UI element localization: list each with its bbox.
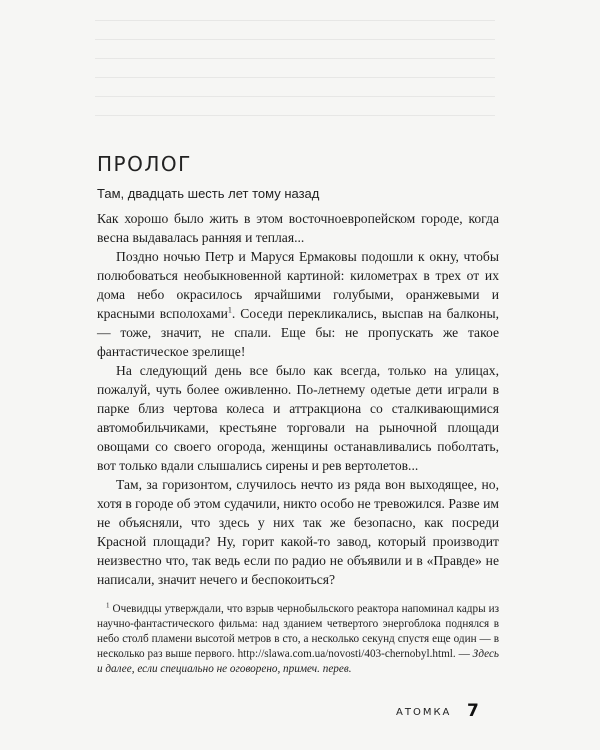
- page-number: 7: [467, 701, 479, 721]
- footnote-paragraph: [97, 602, 499, 677]
- paragraph: Там, за горизонтом, случилось нечто из ряда вон выходящее, но, хотя в городе об этом судачили, никто особо не тревожился. Разве им не объясняли, что здесь у них так же безопасно, как посреди Красной площади? Ну, горит какой-то завод, который производит неизвестно что, так ведь если по радио не объявили и в «Правде» не написали, значит нечего и беспокоиться?: [97, 477, 499, 587]
- paragraph-text: Поздно ночью Петр и Маруся Ермаковы подошли к окну, чтобы полюбоваться необыкновенной картиной: километрах в трех от их дома небо окрасилось ярчайшими голубыми, оранжевыми и красными всполохами: [97, 249, 499, 321]
- running-head: АТОМКА: [396, 707, 452, 718]
- footnote: [97, 602, 499, 677]
- footnote-marker: 1: [106, 601, 110, 610]
- footnote-reference: 1: [227, 305, 232, 315]
- body-text: [97, 209, 499, 589]
- chapter-title: ПРОЛОГ: [97, 152, 192, 176]
- paragraph-text-continued: . Соседи перекликались, выспав на балконы, — тоже, значит, не спали. Еще бы: не пропускать же такое фантастическое зрелище!: [97, 306, 499, 359]
- footnote-text: Очевидцы утверждали, что взрыв чернобыльского реактора напоминал кадры из научно-фантастического фильма: над зданием четвертого энергоблока поднялся в небо столб пламени высотой метров в сто, а несколько секунд спустя еще один — в несколько раз выше первого. http://slawa.com.ua/novosti/403-chernobyl.html. —: [97, 603, 500, 660]
- show-through-text: [95, 20, 495, 130]
- paragraph: Как хорошо было жить в этом восточноевропейском городе, когда весна выдавалась ранняя и теплая...: [97, 211, 499, 245]
- chapter-subtitle: Там, двадцать шесть лет тому назад: [97, 186, 320, 201]
- paragraph: [97, 247, 499, 361]
- paragraph: На следующий день все было как всегда, только на улицах, пожалуй, чуть более оживленно. По-летнему одетые дети играли в парке близ чертова колеса и аттракциона со сталкивающимися автомобильчиками, крестьяне торговали на рыночной площади овощами со своего огорода, женщины останавливались поболтать, вот только вдали слышались сирены и рев вертолетов...: [97, 363, 499, 473]
- footnote-italic-note: Здесь и далее, если специально не оговорено, примеч. перев.: [97, 648, 499, 675]
